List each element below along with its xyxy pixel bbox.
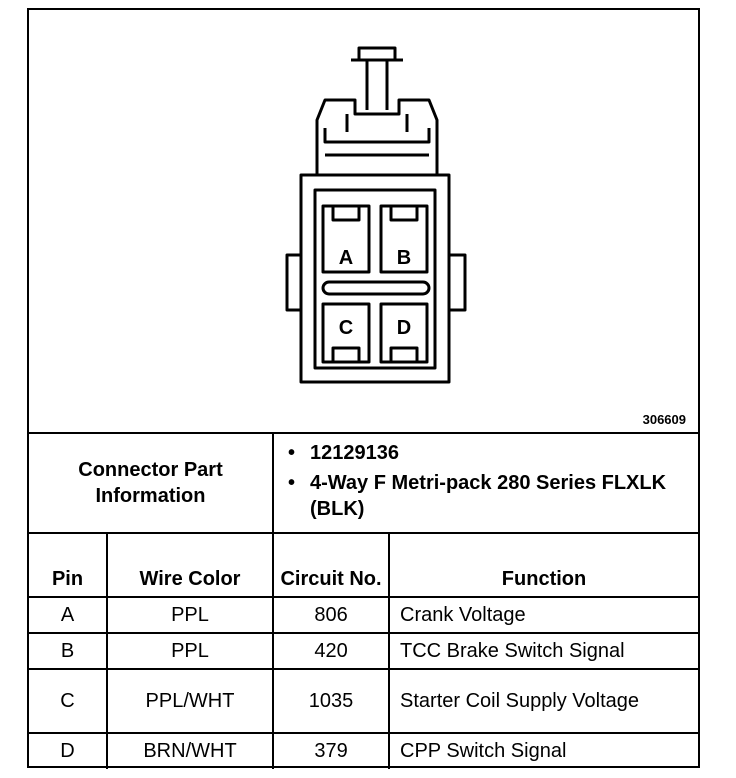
cell-function: CPP Switch Signal: [389, 733, 698, 769]
pin-label-b: B: [396, 247, 412, 269]
cell-wire-color: PPL: [107, 633, 273, 669]
cell-pin: D: [29, 733, 107, 769]
cell-circuit: 379: [273, 733, 389, 769]
cell-function: Crank Voltage: [389, 597, 698, 633]
table-row: [29, 597, 698, 633]
cell-pin: B: [29, 633, 107, 669]
header-circuit: Circuit No.: [273, 533, 389, 597]
cell-wire-color: PPL: [107, 597, 273, 633]
pin-label-d: D: [396, 317, 412, 339]
table-row: [29, 633, 698, 669]
connector-table: [29, 432, 698, 769]
cell-function: Starter Coil Supply Voltage: [389, 669, 698, 733]
connector-info-item: • 4-Way F Metri-pack 280 Series FLXLK (BLK): [310, 470, 692, 522]
header-wire-color: Wire Color: [107, 533, 273, 597]
cell-wire-color: BRN/WHT: [107, 733, 273, 769]
cell-circuit: 420: [273, 633, 389, 669]
cell-pin: A: [29, 597, 107, 633]
connector-info-list: [273, 433, 698, 533]
header-pin: Pin: [29, 533, 107, 597]
cell-function: TCC Brake Switch Signal: [389, 633, 698, 669]
table-row: [29, 669, 698, 733]
cell-wire-color: PPL/WHT: [107, 669, 273, 733]
cell-circuit: 806: [273, 597, 389, 633]
table-header-row: [29, 533, 698, 597]
connector-info-row: [29, 433, 698, 533]
cell-pin: C: [29, 669, 107, 733]
connector-info-label: Connector Part Information: [29, 433, 273, 533]
pin-label-c: C: [338, 317, 354, 339]
connector-diagram: [29, 10, 698, 432]
connector-info-item: • 12129136: [310, 440, 692, 466]
figure-id: 306609: [642, 412, 686, 427]
pin-label-a: A: [338, 247, 354, 269]
document-frame: [27, 8, 700, 768]
table-row: [29, 733, 698, 769]
header-function: Function: [389, 533, 698, 597]
cell-circuit: 1035: [273, 669, 389, 733]
